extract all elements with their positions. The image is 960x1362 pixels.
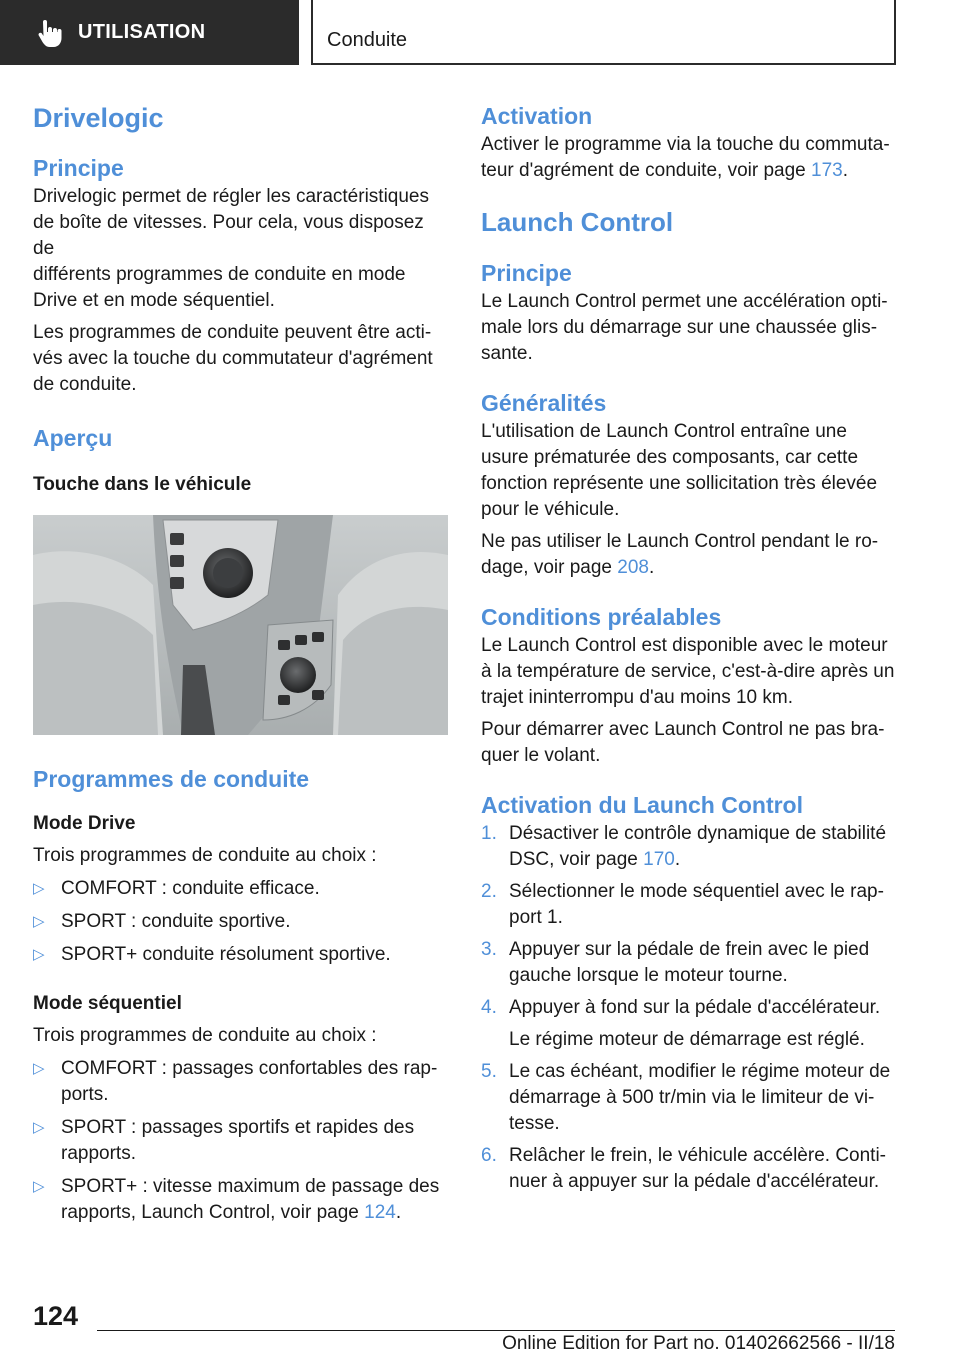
step-item bbox=[481, 995, 896, 1053]
seq-list bbox=[33, 1056, 448, 1226]
header-chapter-box bbox=[311, 0, 896, 65]
step-item bbox=[481, 821, 896, 873]
heading-activation: Activation bbox=[481, 103, 593, 129]
text-line: fonction représente une sollicitation très élevée bbox=[481, 473, 878, 494]
right-column bbox=[481, 100, 896, 1195]
triangle-bullet-icon: ▷ bbox=[33, 913, 45, 930]
step-number: 4. bbox=[481, 997, 497, 1018]
paragraph-rodage bbox=[481, 529, 896, 581]
drive-intro: Trois programmes de conduite au choix : bbox=[33, 845, 377, 866]
text-line: différents programmes de conduite en mode bbox=[33, 264, 406, 285]
section-title: UTILISATION bbox=[78, 21, 206, 43]
list-item-text: SPORT : conduite sportive. bbox=[61, 911, 291, 932]
text-line: de boîte de vitesses. Pour cela, vous disposez de bbox=[33, 212, 424, 259]
page-link-170[interactable]: 170 bbox=[643, 849, 675, 870]
step-text: Sélectionner le mode séquentiel avec le rap‐ bbox=[509, 881, 884, 902]
text-line: usure prématurée des composants, car cette bbox=[481, 447, 859, 468]
paragraph-principe-lc bbox=[481, 289, 896, 367]
step-number: 6. bbox=[481, 1145, 497, 1166]
step-text: Relâcher le frein, le véhicule accélère. Conti‐ bbox=[509, 1145, 887, 1166]
text-line: Ne pas utiliser le Launch Control pendant le ro‐ bbox=[481, 531, 879, 552]
footer-rule bbox=[97, 1330, 895, 1331]
text-line: Drive et en mode séquentiel. bbox=[33, 290, 275, 311]
step-text: Appuyer à fond sur la pédale d'accélérateur. bbox=[509, 997, 881, 1018]
heading-mode-drive: Mode Drive bbox=[33, 813, 136, 834]
text-line: Drivelogic permet de régler les caractéristiques bbox=[33, 186, 429, 207]
step-text: Le cas échéant, modifier le régime moteur de bbox=[509, 1061, 891, 1082]
heading-touche: Touche dans le véhicule bbox=[33, 474, 252, 495]
seq-intro: Trois programmes de conduite au choix : bbox=[33, 1025, 377, 1046]
heading-conditions: Conditions préalables bbox=[481, 604, 722, 630]
step-item bbox=[481, 1143, 896, 1195]
step-text: port 1. bbox=[509, 907, 563, 928]
paragraph-activation-info bbox=[33, 320, 448, 398]
text-line: Le Launch Control permet une accélération opti‐ bbox=[481, 291, 888, 312]
list-item bbox=[33, 1056, 448, 1108]
heading-drivelogic: Drivelogic bbox=[33, 103, 164, 133]
list-item-text bbox=[61, 1200, 448, 1226]
text-span: DSC, voir page bbox=[509, 849, 644, 870]
text-span: . bbox=[674, 849, 681, 870]
text-line: Les programmes de conduite peuvent être acti‐ bbox=[33, 322, 432, 343]
heading-principe: Principe bbox=[33, 155, 124, 181]
text-span: . bbox=[842, 160, 848, 181]
text-span: rapports, Launch Control, voir page bbox=[61, 1202, 365, 1223]
console-illustration bbox=[33, 515, 448, 735]
text-line: Activer le programme via la touche du commuta‐ bbox=[481, 134, 890, 155]
steps-list bbox=[481, 821, 896, 1195]
text-line: pour le véhicule. bbox=[481, 499, 620, 520]
heading-principe-lc: Principe bbox=[481, 260, 572, 286]
list-item-text: COMFORT : conduite efficace. bbox=[61, 878, 320, 899]
drive-list bbox=[33, 876, 448, 968]
step-number: 3. bbox=[481, 939, 497, 960]
list-item bbox=[33, 942, 448, 968]
text-line: L'utilisation de Launch Control entraîne une bbox=[481, 421, 847, 442]
heading-generalites: Généralités bbox=[481, 390, 607, 416]
text-span: teur d'agrément de conduite, voir page bbox=[481, 160, 812, 181]
list-item-text: SPORT : passages sportifs et rapides des bbox=[61, 1117, 415, 1138]
triangle-bullet-icon: ▷ bbox=[33, 1060, 45, 1077]
list-item bbox=[33, 1174, 448, 1226]
heading-activation-lc: Activation du Launch Control bbox=[481, 792, 803, 818]
text-line bbox=[481, 158, 896, 184]
text-line: Pour démarrer avec Launch Control ne pas bra‐ bbox=[481, 719, 885, 740]
text-line: de conduite. bbox=[33, 374, 137, 395]
footer-edition: Online Edition for Part no. 01402662566 - II/18 bbox=[502, 1333, 895, 1354]
list-item bbox=[33, 909, 448, 935]
step-subtext: Le régime moteur de démarrage est réglé. bbox=[509, 1029, 865, 1050]
text-line: trajet ininterrompu d'au moins 10 km. bbox=[481, 687, 793, 708]
paragraph-conditions bbox=[481, 633, 896, 711]
heading-mode-sequentiel: Mode séquentiel bbox=[33, 993, 182, 1014]
page-link-124[interactable]: 124 bbox=[364, 1202, 396, 1223]
text-line: male lors du démarrage sur une chaussée glis‐ bbox=[481, 317, 878, 338]
heading-apercu: Aperçu bbox=[33, 425, 113, 451]
step-text: tesse. bbox=[509, 1113, 560, 1134]
heading-launch-control: Launch Control bbox=[481, 207, 674, 237]
list-item-text: SPORT+ conduite résolument sportive. bbox=[61, 944, 391, 965]
heading-programmes: Programmes de conduite bbox=[33, 766, 310, 792]
paragraph-principe bbox=[33, 184, 448, 314]
text-line: quer le volant. bbox=[481, 745, 601, 766]
step-text: Appuyer sur la pédale de frein avec le pied bbox=[509, 939, 870, 960]
chapter-title: Conduite bbox=[327, 29, 408, 51]
step-text: gauche lorsque le moteur tourne. bbox=[509, 965, 788, 986]
paragraph-volant bbox=[481, 717, 896, 769]
step-item bbox=[481, 879, 896, 931]
hand-pointer-icon bbox=[34, 18, 64, 48]
triangle-bullet-icon: ▷ bbox=[33, 946, 45, 963]
step-text: démarrage à 500 tr/min via le limiteur de vi‐ bbox=[509, 1087, 875, 1108]
text-span: dage, voir page bbox=[481, 557, 618, 578]
step-number: 2. bbox=[481, 881, 497, 902]
list-item bbox=[33, 876, 448, 902]
list-item-text: COMFORT : passages confortables des rap‐ bbox=[61, 1058, 438, 1079]
paragraph-generalites bbox=[481, 419, 896, 523]
text-span: . bbox=[648, 557, 655, 578]
step-text: nuer à appuyer sur la pédale d'accélérateur. bbox=[509, 1171, 880, 1192]
list-item-text: SPORT+ : vitesse maximum de passage des bbox=[61, 1176, 440, 1197]
text-span: . bbox=[395, 1202, 402, 1223]
step-item bbox=[481, 1059, 896, 1137]
list-item-text: rapports. bbox=[61, 1143, 136, 1164]
page-link-173[interactable]: 173 bbox=[811, 160, 843, 181]
triangle-bullet-icon: ▷ bbox=[33, 1178, 45, 1195]
page-link-208[interactable]: 208 bbox=[617, 557, 649, 578]
step-number: 5. bbox=[481, 1061, 497, 1082]
step-text: Désactiver le contrôle dynamique de stabilité bbox=[509, 823, 887, 844]
triangle-bullet-icon: ▷ bbox=[33, 880, 45, 897]
header-section-tab bbox=[0, 0, 299, 65]
page-number: 124 bbox=[33, 1301, 79, 1331]
list-item-text: ports. bbox=[61, 1084, 109, 1105]
text-line: Le Launch Control est disponible avec le moteur bbox=[481, 635, 888, 656]
step-text bbox=[509, 847, 896, 873]
text-line: vés avec la touche du commutateur d'agrément bbox=[33, 348, 433, 369]
paragraph-activation bbox=[481, 132, 896, 184]
vehicle-console-photo bbox=[33, 515, 448, 735]
list-item bbox=[33, 1115, 448, 1167]
left-column bbox=[33, 100, 448, 1226]
text-line bbox=[481, 555, 896, 581]
step-item bbox=[481, 937, 896, 989]
text-line: sante. bbox=[481, 343, 533, 364]
step-number: 1. bbox=[481, 823, 497, 844]
triangle-bullet-icon: ▷ bbox=[33, 1119, 45, 1136]
text-line: à la température de service, c'est-à-dire après un bbox=[481, 661, 895, 682]
